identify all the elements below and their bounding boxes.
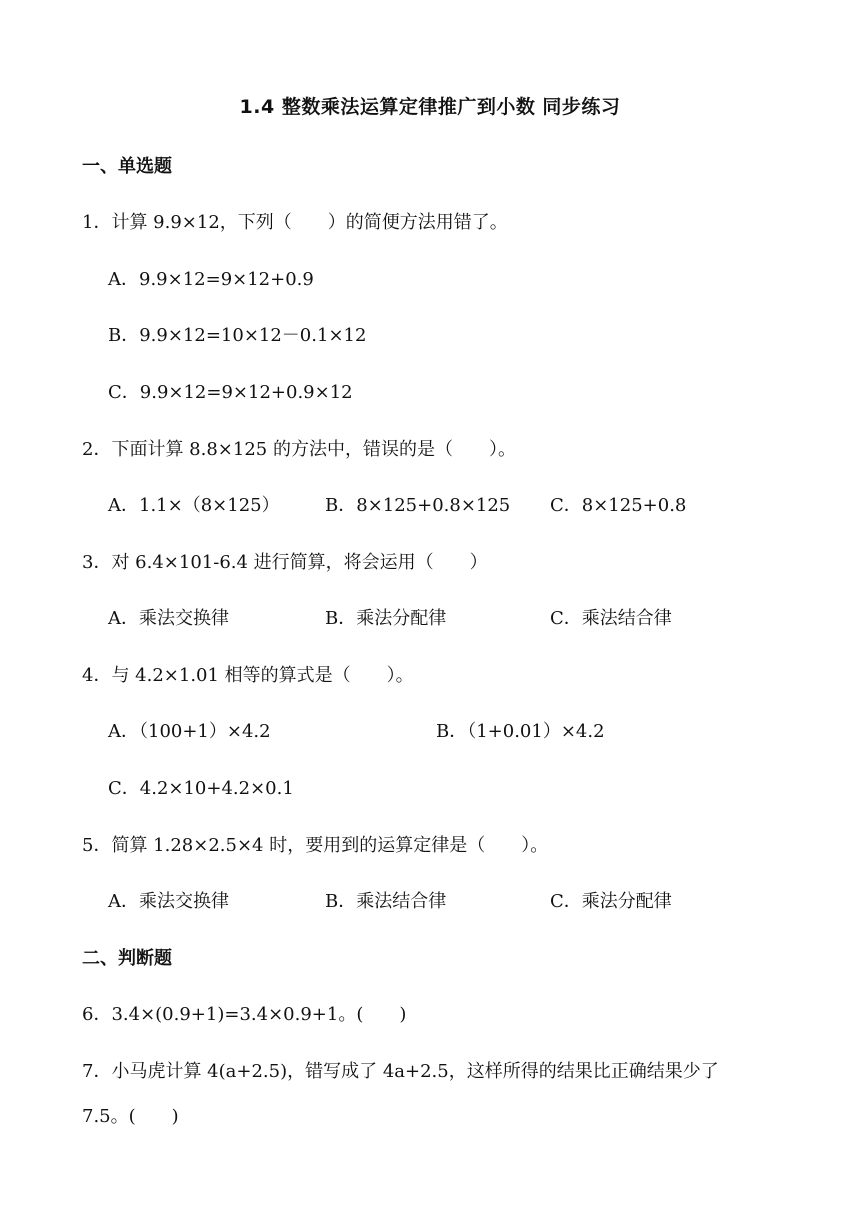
question-4-option-c: C．4.2×10+4.2×0.1	[108, 778, 294, 799]
question-7-line-1: 7．小马虎计算 4(a+2.5)，错写成了 4a+2.5，这样所得的结果比正确结果少了	[82, 1061, 719, 1082]
section-heading-single-choice: 一、单选题	[82, 156, 172, 177]
page-title: 1.4 整数乘法运算定律推广到小数 同步练习	[239, 96, 621, 118]
question-2-option-b: B．8×125+0.8×125	[325, 495, 511, 516]
question-5-option-c: C．乘法分配律	[550, 891, 672, 912]
question-5: 5．简算 1.28×2.5×4 时，要用到的运算定律是（ ）。	[82, 835, 549, 856]
question-3-option-c: C．乘法结合律	[550, 608, 672, 629]
question-5-option-b: B．乘法结合律	[325, 891, 447, 912]
question-1-option-b: B．9.9×12=10×12－0.1×12	[108, 325, 367, 346]
question-7-line-2: 7.5。( )	[82, 1106, 179, 1127]
question-2-option-a: A．1.1×（8×125）	[108, 495, 280, 516]
question-2: 2．下面计算 8.8×125 的方法中，错误的是（ ）。	[82, 439, 516, 460]
question-3-option-b: B．乘法分配律	[325, 608, 447, 629]
question-4: 4．与 4.2×1.01 相等的算式是（ ）。	[82, 665, 414, 686]
question-1: 1．计算 9.9×12，下列（ ）的简便方法用错了。	[82, 212, 508, 233]
question-4-option-b: B．（1+0.01）×4.2	[436, 721, 605, 742]
question-1-option-c: C．9.9×12=9×12+0.9×12	[108, 382, 353, 403]
question-4-option-a: A．（100+1）×4.2	[108, 721, 271, 742]
question-3-option-a: A．乘法交换律	[108, 608, 229, 629]
question-6: 6．3.4×(0.9+1)=3.4×0.9+1。( )	[82, 1004, 407, 1025]
question-1-option-a: A．9.9×12=9×12+0.9	[108, 269, 314, 290]
section-heading-true-false: 二、判断题	[82, 948, 172, 969]
question-5-option-a: A．乘法交换律	[108, 891, 229, 912]
question-3: 3．对 6.4×101-6.4 进行简算，将会运用（ ）	[82, 552, 488, 573]
question-2-option-c: C．8×125+0.8	[550, 495, 687, 516]
